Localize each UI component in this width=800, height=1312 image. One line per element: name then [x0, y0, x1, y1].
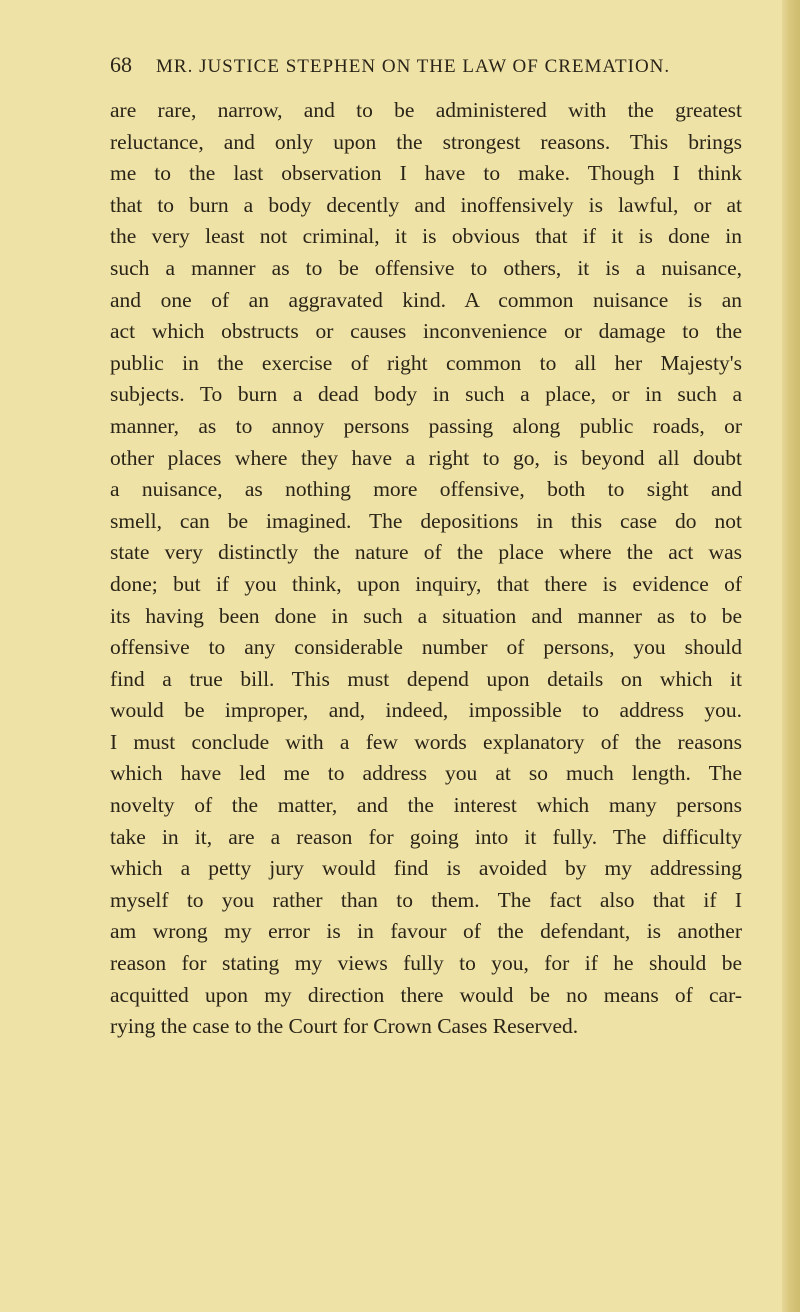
text-line: myself to you rather than to them. The fact also that if I: [110, 887, 742, 912]
text-line: reluctance, and only upon the strongest reasons. This brings: [110, 129, 742, 154]
text-line: are rare, narrow, and to be administered with the greatest: [110, 98, 742, 122]
text-line: me to the last observation I have to make. Though I think: [110, 161, 742, 186]
text-line: done; but if you think, upon inquiry, that there is evidence of: [110, 571, 742, 596]
text-line: that to burn a body decently and inoffensively is lawful, or at: [110, 192, 742, 217]
running-title: MR. JUSTICE STEPHEN ON THE LAW OF CREMATION.: [156, 56, 671, 77]
text-line: such a manner as to be offensive to others, it is a nuisance,: [110, 255, 742, 280]
text-line: which a petty jury would find is avoided by my addressing: [110, 856, 742, 881]
text-line: offensive to any considerable number of persons, you should: [110, 635, 742, 660]
text-line: and one of an aggravated kind. A common nuisance is an: [110, 287, 742, 312]
page-header: [110, 52, 680, 78]
text-line: which have led me to address you at so much length. The: [110, 761, 742, 786]
text-line: subjects. To burn a dead body in such a place, or in such a: [110, 382, 742, 407]
text-line: a nuisance, as nothing more offensive, both to sight and: [110, 477, 742, 502]
body-text: [110, 95, 742, 1043]
text-line: find a true bill. This must depend upon details on which it: [110, 666, 742, 691]
page-number: 68: [110, 52, 132, 77]
text-line: rying the case to the Court for Crown Cases Reserved.: [110, 1014, 579, 1039]
text-line: public in the exercise of right common to all her Majesty's: [110, 350, 742, 375]
text-line: other places where they have a right to go, is beyond all doubt: [110, 445, 742, 470]
text-line: would be improper, and, indeed, impossible to address you.: [110, 698, 742, 723]
text-line: manner, as to annoy persons passing along public roads, or: [110, 413, 742, 438]
text-line: I must conclude with a few words explanatory of the reasons: [110, 729, 742, 754]
text-line: the very least not criminal, it is obvious that if it is done in: [110, 224, 742, 249]
text-line: take in it, are a reason for going into it fully. The difficulty: [110, 824, 742, 849]
text-line: novelty of the matter, and the interest which many persons: [110, 793, 742, 818]
text-line: reason for stating my views fully to you, for if he should be: [110, 951, 742, 976]
text-line: its having been done in such a situation and manner as to be: [110, 603, 742, 628]
text-line: am wrong my error is in favour of the defendant, is another: [110, 919, 742, 944]
page-edge: [782, 0, 800, 1312]
text-line: act which obstructs or causes inconvenience or damage to the: [110, 319, 742, 344]
text-line: state very distinctly the nature of the place where the act was: [110, 540, 742, 565]
text-line: acquitted upon my direction there would be no means of car-: [110, 982, 742, 1007]
text-line: smell, can be imagined. The depositions in this case do not: [110, 508, 742, 533]
